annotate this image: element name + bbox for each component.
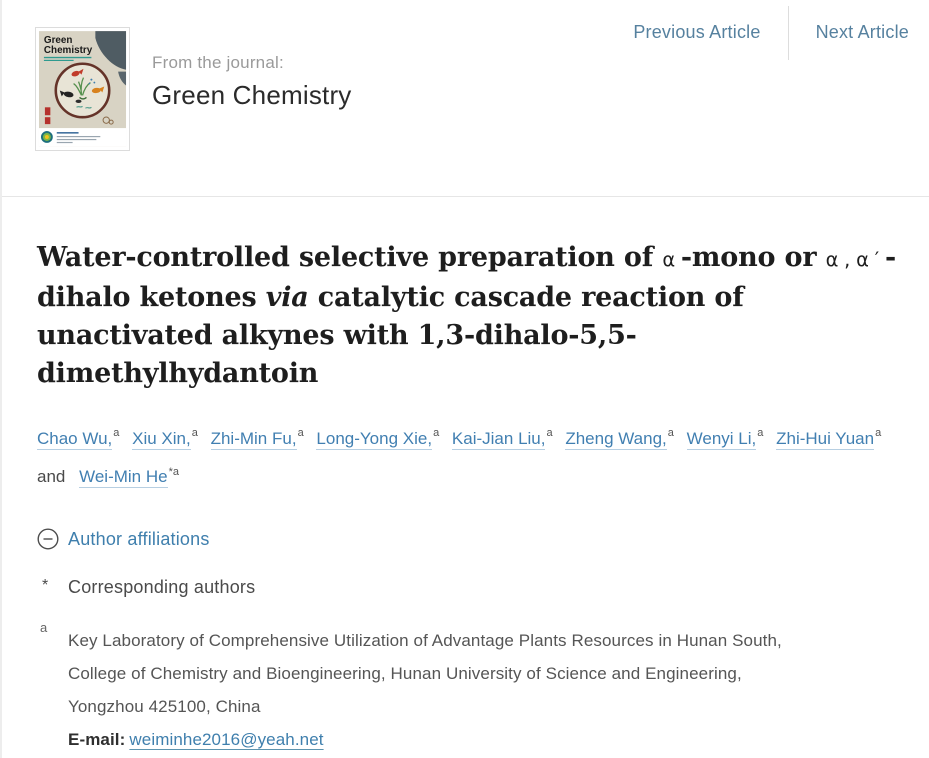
author-affiliation-sup: a xyxy=(667,427,674,439)
journal-name: Green Chemistry xyxy=(152,80,352,110)
author xyxy=(565,429,673,448)
journal-cover-image xyxy=(35,27,130,151)
title-segment: Water-controlled selective preparation of xyxy=(37,242,663,273)
author xyxy=(316,429,438,448)
next-article-link[interactable]: Next Article xyxy=(815,22,909,42)
corresponding-authors-row xyxy=(37,577,905,598)
publisher-logo-icon xyxy=(41,131,53,143)
author-link[interactable]: Long-Yong Xie, xyxy=(316,428,433,448)
collapse-minus-icon xyxy=(37,528,59,550)
author xyxy=(687,429,763,448)
corresponding-marker: * xyxy=(42,577,49,595)
author-link[interactable]: Zhi-Min Fu, xyxy=(210,428,297,448)
affiliation-block xyxy=(68,624,788,756)
author-link[interactable]: Chao Wu, xyxy=(37,428,113,448)
email-line xyxy=(68,723,788,756)
author xyxy=(776,429,880,448)
author-affiliation-sup: a xyxy=(546,427,553,439)
article-title xyxy=(37,239,903,393)
author xyxy=(452,429,552,448)
author xyxy=(132,429,197,448)
author-link[interactable]: Wei-Min He xyxy=(79,467,168,487)
title-segment: -mono or xyxy=(680,242,826,273)
author-affiliation-sup: *a xyxy=(168,465,179,478)
author-link[interactable]: Zheng Wang, xyxy=(565,428,667,448)
corresponding-label: Corresponding authors xyxy=(68,577,256,598)
affiliation-row xyxy=(37,620,905,756)
article-page xyxy=(2,0,929,758)
title-segment: α xyxy=(662,248,681,271)
affiliation-text: Key Laboratory of Comprehensive Utilization of Advantage Plants Resources in Hunan South, College of Chemistry and Bioengineering, Hunan University of Science and Engineering, Yongzhou 425100, China xyxy=(68,631,782,717)
author-affiliation-sup: a xyxy=(875,427,882,439)
nav-divider xyxy=(788,6,789,60)
author-link[interactable]: Wenyi Li, xyxy=(686,428,757,448)
author xyxy=(211,429,303,448)
author-link[interactable]: Zhi-Hui Yuan xyxy=(776,428,875,448)
author-list xyxy=(37,417,903,494)
cover-title-line1: Green xyxy=(43,34,73,46)
authors-conjunction: and xyxy=(37,467,66,487)
email-link[interactable]: weiminhe2016@yeah.net xyxy=(129,730,324,750)
author-affiliations-toggle[interactable] xyxy=(37,528,905,550)
title-segment: catalytic cascade reaction of unactivated alkynes with 1,3-dihalo-5,5-dimethylhydantoin xyxy=(37,282,744,389)
green-chemistry-cover-art xyxy=(36,28,129,150)
author-affiliation-sup: a xyxy=(757,427,764,439)
author-affiliation-sup: a xyxy=(297,427,304,439)
author-affiliations-label: Author affiliations xyxy=(68,528,210,549)
author-affiliation-sup: a xyxy=(433,427,440,439)
title-segment: α , α ′ xyxy=(825,248,885,271)
journal-header xyxy=(2,0,929,197)
article-pager-nav xyxy=(633,6,909,60)
title-segment: via xyxy=(265,282,309,313)
from-journal-label: From the journal: xyxy=(152,53,284,72)
from-journal-block xyxy=(152,53,352,111)
affiliation-marker: a xyxy=(40,620,48,636)
author xyxy=(37,429,118,448)
author-link[interactable]: Xiu Xin, xyxy=(132,428,191,448)
author-link[interactable]: Kai-Jian Liu, xyxy=(451,428,546,448)
cover-title-line2: Chemistry xyxy=(43,44,93,56)
author xyxy=(79,467,178,486)
previous-article-link[interactable]: Previous Article xyxy=(633,22,761,42)
article-main xyxy=(2,239,929,756)
author-affiliation-sup: a xyxy=(191,427,198,439)
email-label: E-mail: xyxy=(68,730,126,750)
title-segment: -dihalo ketones xyxy=(37,242,896,313)
author-affiliation-sup: a xyxy=(113,427,120,439)
